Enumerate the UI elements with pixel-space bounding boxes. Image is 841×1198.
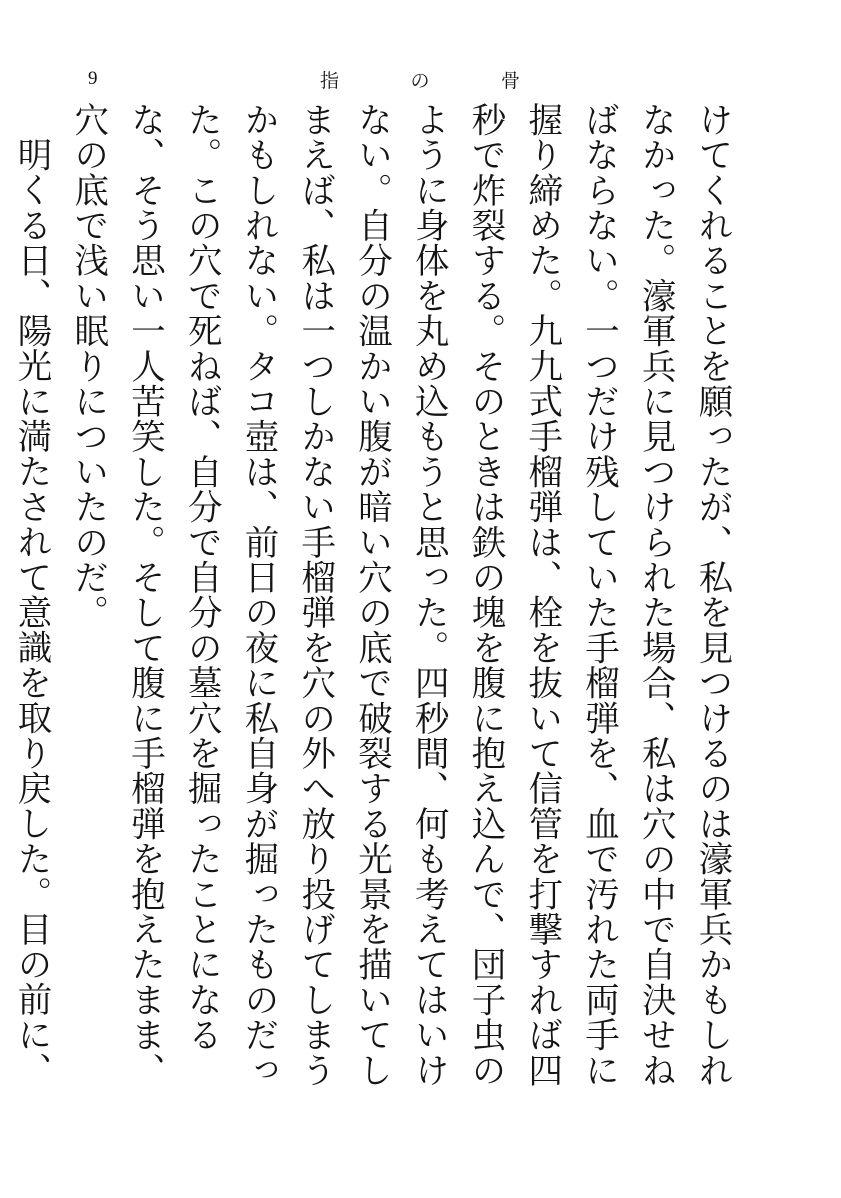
page-number: 9: [88, 68, 98, 89]
paragraph-text: 明くる日、陽光に満たされて意識を取り戻した。目の前に、: [11, 136, 51, 1087]
running-title-char: 骨: [500, 70, 520, 92]
running-title-char: 指: [320, 70, 340, 92]
vertical-body-text: [11, 102, 740, 1102]
paragraph: けてくれることを願ったが、私を見つけるのは濠軍兵かもしれなかった。濠軍兵に見つけられた場合、私は穴の中で自決せねばならない。一つだけ残していた手榴弾を、血で汚れた両手に握り締めた。九九式手榴弾は、栓を抜いて信管を打撃すれば四秒で炸裂する。そのときは鉄の塊を腹に抱え込んで、団子虫のように身体を丸め込もうと思った。四秒間、何も考えてはいけない。自分の温かい腹が暗い穴の底で破裂する光景を描いてしまえば、私は一つしかない手榴弾を穴の外へ放り投げてしまうかもしれない。タコ壺は、前日の夜に私自身が掘ったものだった。この穴で死ねば、自分で自分の墓穴を掘ったことになるな、そう思い一人苦笑した。そして腹に手榴弾を抱えたまま、穴の底で浅い眠りについたのだ。: [67, 102, 732, 1088]
paragraph: [0, 102, 59, 1102]
running-title-char: の: [410, 70, 430, 92]
running-title: [320, 66, 520, 93]
